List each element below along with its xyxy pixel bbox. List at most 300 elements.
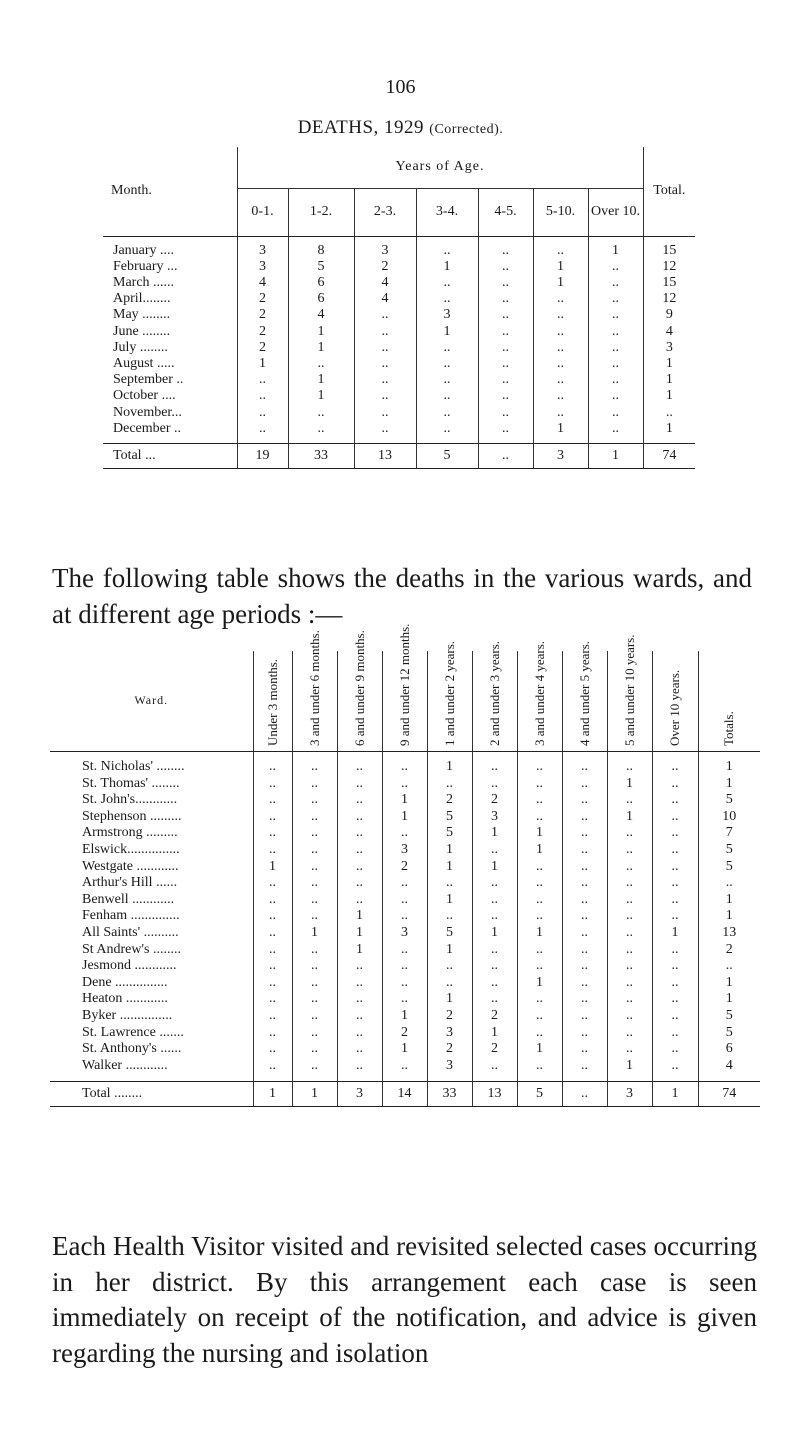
ward-label: St. Lawrence ....... (82, 1024, 184, 1040)
page-number: 106 (385, 76, 416, 98)
ward-age-cell: .. (607, 859, 652, 876)
ward-age-cell: .. (517, 892, 562, 909)
ward-age-cell: .. (652, 892, 698, 909)
age-cell: .. (354, 388, 416, 404)
ward-age-cell: 2 (427, 792, 472, 809)
age-cell: .. (416, 405, 478, 421)
ward-age-cell: .. (517, 859, 562, 876)
month-total-cell: 15 (643, 275, 695, 291)
age-cell: 6 (288, 291, 354, 307)
age-period-header (607, 634, 652, 752)
age-cell: .. (588, 388, 643, 404)
age-cell: 2 (354, 259, 416, 275)
ward-age-cell: .. (253, 776, 292, 793)
age-cell: .. (237, 388, 288, 404)
age-cell: 1 (288, 340, 354, 356)
ward-age-cell: 1 (253, 859, 292, 876)
ward-row (50, 1025, 760, 1042)
ward-total-cell: 74 (698, 1082, 760, 1107)
ward-age-cell: .. (382, 908, 427, 925)
age-cell: .. (533, 291, 588, 307)
month-total-cell: 4 (643, 324, 695, 340)
age-cell: .. (533, 372, 588, 388)
intro-paragraph: The following table shows the deaths in the various wards, and at different age periods :— (52, 563, 752, 629)
ward-age-cell: .. (253, 1008, 292, 1025)
ward-age-cell: .. (337, 792, 382, 809)
age-cell: .. (588, 275, 643, 291)
ward-row (50, 792, 760, 809)
ward-age-cell: .. (337, 991, 382, 1008)
ward-age-cell: .. (337, 1025, 382, 1042)
ward-age-cell: .. (292, 859, 337, 876)
age-period-label: 3 and under 4 years. (531, 640, 547, 746)
ward-age-cell: .. (253, 1025, 292, 1042)
ward-age-cell: .. (652, 1008, 698, 1025)
ward-label: Heaton ............ (82, 991, 168, 1007)
age-cell: .. (533, 405, 588, 421)
ward-age-cell: .. (607, 991, 652, 1008)
month-total-cell: 1 (643, 372, 695, 388)
ward-age-cell: .. (292, 908, 337, 925)
ward-age-cell: .. (607, 792, 652, 809)
ward-age-cell: 2 (427, 1041, 472, 1058)
age-period-header (427, 640, 472, 752)
month-label: August ..... (113, 355, 175, 371)
age-cell: 8 (288, 243, 354, 259)
ward-age-cell: 1 (427, 842, 472, 859)
ward-label: Benwell ............ (82, 891, 175, 907)
ward-row (50, 825, 760, 842)
ward-age-cell: .. (652, 991, 698, 1008)
ward-age-cell: .. (292, 958, 337, 975)
ward-age-cell: .. (382, 942, 427, 959)
ward-age-cell: 1 (427, 991, 472, 1008)
ward-total-cell: 33 (427, 1082, 472, 1107)
age-period-label: Under 3 months. (264, 658, 280, 746)
ward-age-cell: .. (337, 875, 382, 892)
age-cell: 1 (588, 243, 643, 259)
ward-age-cell: .. (253, 825, 292, 842)
age-cell: .. (533, 356, 588, 372)
ward-age-cell: .. (652, 942, 698, 959)
age-cell: .. (588, 356, 643, 372)
heading-qualifier: (Corrected). (429, 122, 504, 137)
ward-age-cell: .. (253, 942, 292, 959)
age-cell: .. (588, 421, 643, 437)
age-cell: .. (288, 356, 354, 372)
ward-age-cell: .. (517, 1025, 562, 1042)
ward-age-cell: 1 (607, 776, 652, 793)
age-cell: .. (416, 356, 478, 372)
ward-age-cell: 1 (472, 925, 517, 942)
total-cell: 3 (533, 443, 588, 468)
ward-age-cell: .. (607, 875, 652, 892)
month-total-cell: 12 (643, 259, 695, 275)
ward-label: Westgate ............ (82, 858, 179, 874)
ward-total-cell: .. (562, 1082, 607, 1107)
age-cell: .. (354, 421, 416, 437)
total-label: Total ... (103, 443, 237, 468)
ward-age-cell: .. (292, 975, 337, 992)
age-cell: 1 (416, 324, 478, 340)
age-cell: .. (588, 259, 643, 275)
ward-total-cell: 4 (698, 1058, 760, 1075)
ward-total-cell: 5 (698, 1025, 760, 1042)
age-cell: .. (478, 259, 533, 275)
ward-label: Jesmond ............ (82, 958, 177, 974)
age-cell: 4 (288, 307, 354, 323)
ward-age-cell: 5 (427, 809, 472, 826)
age-cell: .. (416, 243, 478, 259)
ward-age-cell: .. (607, 1025, 652, 1042)
ward-age-cell: 1 (517, 825, 562, 842)
ward-row (50, 759, 760, 776)
month-row (103, 340, 695, 356)
age-cell: .. (416, 291, 478, 307)
ward-label: St. Nicholas' ........ (82, 759, 185, 774)
ward-age-cell: .. (337, 859, 382, 876)
age-period-header (472, 640, 517, 752)
ward-age-cell: 1 (427, 859, 472, 876)
age-cell: .. (416, 340, 478, 356)
age-cell: .. (416, 372, 478, 388)
table-heading (0, 117, 801, 139)
month-label: December .. (113, 420, 182, 436)
ward-row (50, 1058, 760, 1075)
ward-row (50, 776, 760, 793)
ward-age-cell: 5 (427, 925, 472, 942)
month-total-cell: 15 (643, 243, 695, 259)
ward-age-cell: .. (337, 809, 382, 826)
age-cell: 5 (288, 259, 354, 275)
month-row (103, 259, 695, 275)
ward-age-cell: .. (382, 776, 427, 793)
ward-age-cell: .. (607, 1041, 652, 1058)
month-row (103, 291, 695, 307)
age-period-label: 1 and under 2 years. (441, 640, 457, 746)
ward-age-cell: 1 (472, 859, 517, 876)
ward-age-cell: .. (472, 759, 517, 776)
ward-age-cell: .. (472, 842, 517, 859)
ward-age-cell: .. (562, 975, 607, 992)
ward-row (50, 892, 760, 909)
age-cell: 4 (354, 275, 416, 291)
age-cell: 1 (416, 259, 478, 275)
ward-age-cell: 3 (382, 842, 427, 859)
ward-label: St. Anthony's ...... (82, 1041, 182, 1057)
ward-age-cell: .. (427, 975, 472, 992)
age-cell: .. (416, 421, 478, 437)
ward-age-cell: .. (607, 942, 652, 959)
ward-age-cell: .. (652, 958, 698, 975)
ward-age-cell: .. (253, 925, 292, 942)
ward-row (50, 809, 760, 826)
age-cell: 4 (354, 291, 416, 307)
ward-age-cell: .. (607, 759, 652, 776)
ward-age-cell: 1 (337, 942, 382, 959)
ward-age-cell: 1 (652, 925, 698, 942)
ward-age-cell: .. (562, 1058, 607, 1075)
ward-age-cell: .. (427, 776, 472, 793)
month-label: February ... (113, 258, 178, 274)
ward-age-cell: .. (562, 842, 607, 859)
ward-label: Fenham .............. (82, 908, 180, 924)
ward-age-cell: .. (562, 942, 607, 959)
ward-age-cell: .. (652, 859, 698, 876)
age-cell: 1 (533, 275, 588, 291)
age-cell: 4 (237, 275, 288, 291)
age-column-header: 5-10. (533, 188, 588, 236)
ward-total-cell: 2 (698, 942, 760, 959)
ward-age-cell: .. (427, 908, 472, 925)
ward-total-cell: 5 (698, 842, 760, 859)
ward-age-cell: .. (517, 1058, 562, 1075)
age-cell: .. (478, 405, 533, 421)
ward-age-cell: 5 (427, 825, 472, 842)
ward-age-cell: .. (562, 958, 607, 975)
age-cell: 3 (237, 259, 288, 275)
ward-age-cell: .. (652, 908, 698, 925)
ward-age-cell: .. (253, 875, 292, 892)
ward-total-cell: 13 (698, 925, 760, 942)
ward-age-cell: .. (292, 809, 337, 826)
ward-age-cell: .. (382, 991, 427, 1008)
month-total-cell: 1 (643, 356, 695, 372)
age-period-header (253, 651, 292, 752)
ward-age-cell: 1 (607, 809, 652, 826)
ward-age-cell: .. (652, 875, 698, 892)
ward-age-cell: .. (292, 942, 337, 959)
ward-total-cell: 5 (698, 792, 760, 809)
ward-total-row (50, 1082, 760, 1107)
month-total-cell: 1 (643, 388, 695, 404)
ward-age-cell: .. (562, 991, 607, 1008)
total-cell: 74 (643, 443, 695, 468)
ward-age-cell: .. (652, 842, 698, 859)
ward-age-cell: 1 (472, 825, 517, 842)
age-cell: .. (478, 324, 533, 340)
age-period-label: Over 10 years. (667, 669, 682, 746)
ward-total-cell: 14 (382, 1082, 427, 1107)
ward-age-cell: .. (562, 759, 607, 776)
ward-age-cell: .. (652, 776, 698, 793)
years-of-age-header: Years of Age. (237, 147, 643, 188)
age-cell: .. (237, 372, 288, 388)
age-cell: .. (588, 291, 643, 307)
month-row (103, 405, 695, 421)
age-cell: .. (288, 421, 354, 437)
ward-age-cell: .. (292, 825, 337, 842)
ward-age-cell: 1 (517, 925, 562, 942)
month-row (103, 243, 695, 259)
ward-age-cell: .. (337, 1058, 382, 1075)
total-header: Total. (643, 147, 695, 236)
ward-age-cell: 3 (472, 809, 517, 826)
age-cell: 1 (288, 372, 354, 388)
month-total-cell: 1 (643, 421, 695, 437)
ward-age-cell: .. (253, 842, 292, 859)
ward-age-cell: .. (652, 1041, 698, 1058)
age-cell: 2 (237, 291, 288, 307)
age-cell: .. (478, 421, 533, 437)
age-cell: .. (588, 340, 643, 356)
age-cell: 1 (533, 421, 588, 437)
ward-age-cell: .. (253, 1058, 292, 1075)
ward-age-cell: 2 (382, 1025, 427, 1042)
ward-age-cell: .. (337, 776, 382, 793)
ward-age-cell: .. (472, 892, 517, 909)
ward-label: St. Thomas' ........ (82, 775, 180, 791)
ward-age-cell: .. (292, 892, 337, 909)
age-period-header (517, 640, 562, 752)
age-cell: .. (588, 372, 643, 388)
ward-age-cell: .. (517, 759, 562, 776)
ward-row (50, 958, 760, 975)
ward-age-cell: .. (427, 958, 472, 975)
ward-age-cell: .. (652, 825, 698, 842)
ward-label: Byker ............... (82, 1007, 173, 1023)
ward-age-cell: .. (382, 1058, 427, 1075)
ward-age-cell: .. (517, 792, 562, 809)
age-period-label: 2 and under 3 years. (486, 640, 502, 746)
month-total-cell: 9 (643, 307, 695, 323)
ward-age-cell: .. (337, 958, 382, 975)
age-cell: 1 (288, 324, 354, 340)
ward-age-cell: .. (292, 1041, 337, 1058)
ward-age-cell: 1 (517, 1041, 562, 1058)
ward-age-cell: 1 (517, 975, 562, 992)
ward-age-cell: 3 (427, 1025, 472, 1042)
ward-age-cell: .. (607, 892, 652, 909)
age-cell: .. (478, 356, 533, 372)
ward-total-cell: 1 (652, 1082, 698, 1107)
ward-age-cell: .. (292, 842, 337, 859)
age-column-header: 1-2. (288, 188, 354, 236)
ward-row (50, 975, 760, 992)
month-label: November... (113, 404, 182, 420)
age-cell: 2 (237, 324, 288, 340)
age-column-header: 4-5. (478, 188, 533, 236)
ward-row (50, 925, 760, 942)
age-period-header (698, 651, 760, 752)
ward-row (50, 842, 760, 859)
month-header: Month. (103, 147, 237, 236)
heading-title: DEATHS, 1929 (297, 117, 425, 138)
ward-age-cell: .. (607, 925, 652, 942)
ward-age-cell: .. (472, 991, 517, 1008)
ward-age-cell: 1 (382, 1008, 427, 1025)
ward-age-cell: .. (382, 892, 427, 909)
age-cell: .. (588, 405, 643, 421)
ward-age-cell: .. (562, 809, 607, 826)
total-cell: .. (478, 443, 533, 468)
ward-age-cell: 2 (472, 1041, 517, 1058)
age-period-header (382, 623, 427, 752)
ward-age-cell: .. (652, 975, 698, 992)
ward-age-cell: .. (253, 908, 292, 925)
ward-age-cell: .. (382, 975, 427, 992)
age-period-label: 5 and under 10 years. (621, 634, 637, 746)
age-cell: 3 (416, 307, 478, 323)
ward-total-cell: 6 (698, 1041, 760, 1058)
ward-age-cell: .. (562, 1041, 607, 1058)
age-cell: .. (354, 405, 416, 421)
age-period-label: 3 and under 6 months. (306, 630, 322, 746)
ward-header-label: Ward. (134, 693, 169, 707)
ward-total-cell: 1 (292, 1082, 337, 1107)
ward-age-cell: 1 (382, 1041, 427, 1058)
ward-age-cell: .. (607, 842, 652, 859)
ward-total-cell: 5 (517, 1082, 562, 1107)
ward-age-cell: .. (427, 875, 472, 892)
ward-age-cell: 1 (427, 759, 472, 776)
age-cell: .. (288, 405, 354, 421)
ward-total-cell: 7 (698, 825, 760, 842)
ward-total-cell: 1 (698, 892, 760, 909)
ward-age-cell: .. (652, 1025, 698, 1042)
ward-age-cell: 1 (472, 1025, 517, 1042)
month-row (103, 388, 695, 404)
ward-label: St Andrew's ........ (82, 941, 181, 957)
age-cell: 2 (237, 307, 288, 323)
ward-age-cell: .. (652, 792, 698, 809)
ward-header (50, 651, 253, 752)
age-cell: .. (533, 388, 588, 404)
ward-age-cell: .. (292, 1025, 337, 1042)
age-cell: .. (478, 291, 533, 307)
ward-age-cell: .. (253, 991, 292, 1008)
ward-row (50, 991, 760, 1008)
age-cell: 1 (533, 259, 588, 275)
ward-age-cell: .. (337, 1041, 382, 1058)
age-cell: .. (478, 243, 533, 259)
age-cell: .. (478, 388, 533, 404)
ward-age-cell: 1 (382, 809, 427, 826)
ward-age-cell: .. (292, 1008, 337, 1025)
age-cell: 3 (354, 243, 416, 259)
ward-age-cell: .. (253, 1041, 292, 1058)
age-period-label: 6 and under 9 months. (351, 630, 367, 746)
ward-age-cell: .. (562, 792, 607, 809)
age-column-header: 0-1. (237, 188, 288, 236)
total-cell: 13 (354, 443, 416, 468)
age-period-header (292, 630, 337, 752)
ward-age-cell: 3 (427, 1058, 472, 1075)
month-label: June ........ (113, 323, 171, 339)
month-label: May ........ (113, 307, 171, 323)
ward-age-cell: .. (253, 975, 292, 992)
ward-age-cell: .. (562, 1008, 607, 1025)
age-cell: 2 (237, 340, 288, 356)
age-column-header: 3-4. (416, 188, 478, 236)
ward-age-cell: .. (652, 759, 698, 776)
ward-age-cell: .. (607, 908, 652, 925)
ward-age-cell: .. (517, 1008, 562, 1025)
ward-age-cell: .. (562, 776, 607, 793)
ward-label: Arthur's Hill ...... (82, 875, 178, 891)
age-period-label: 9 and under 12 months. (396, 623, 412, 746)
ward-age-cell: .. (292, 759, 337, 776)
ward-age-cell: 1 (427, 892, 472, 909)
age-cell: .. (588, 307, 643, 323)
age-cell: .. (354, 324, 416, 340)
ward-label: All Saints' .......... (82, 924, 179, 940)
ward-age-cell: 1 (337, 908, 382, 925)
ward-age-cell: .. (517, 908, 562, 925)
month-row (103, 356, 695, 372)
month-label: March ...... (113, 274, 175, 290)
deaths-by-month-table (103, 147, 695, 469)
